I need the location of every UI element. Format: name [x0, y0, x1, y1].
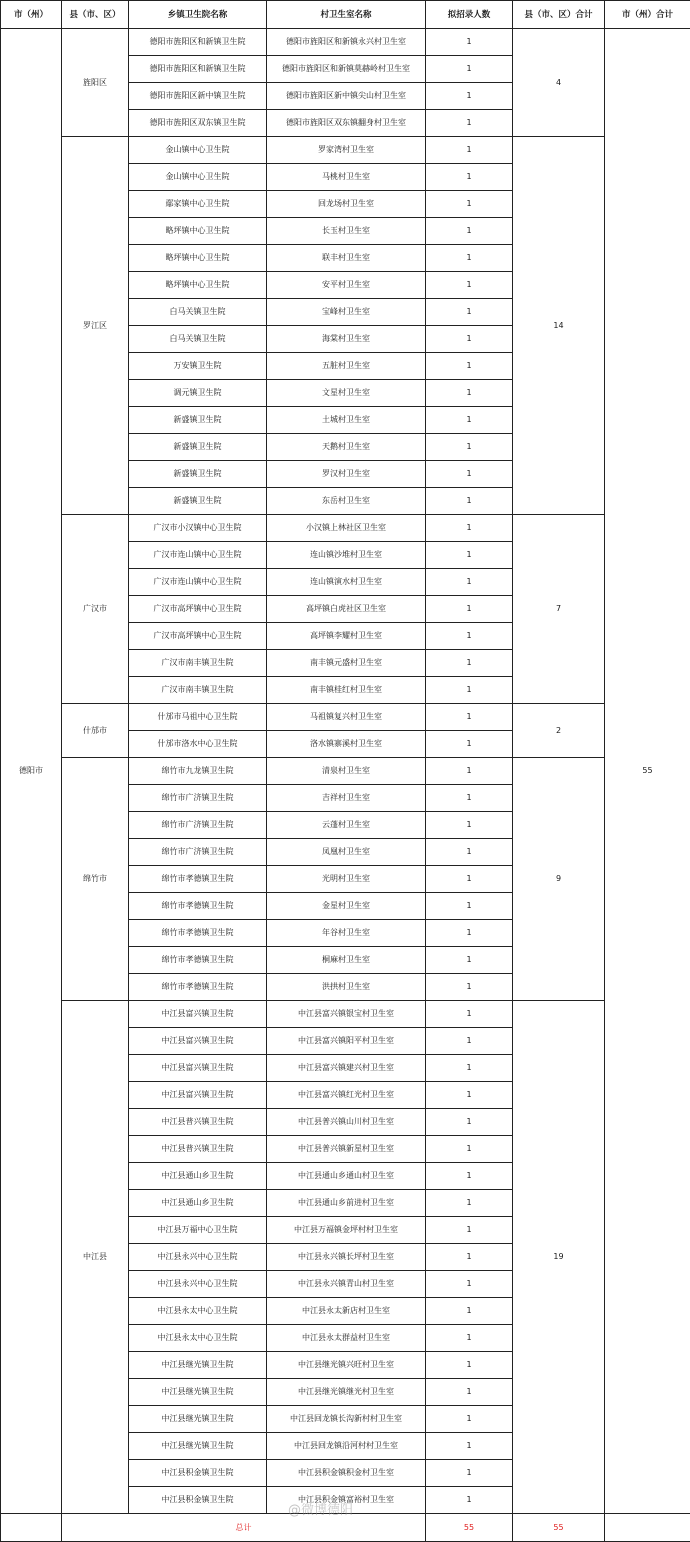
clinic-cell: 光明村卫生室 [267, 866, 426, 893]
hospital-cell: 什邡市洛水中心卫生院 [129, 731, 267, 758]
clinic-cell: 土城村卫生室 [267, 407, 426, 434]
header-hospital: 乡镇卫生院名称 [129, 1, 267, 29]
count-cell: 1 [426, 704, 513, 731]
count-cell: 1 [426, 1136, 513, 1163]
clinic-cell: 中江县继光镇兴旺村卫生室 [267, 1352, 426, 1379]
clinic-cell: 德阳市旌阳区和新镇莫赫岭村卫生室 [267, 56, 426, 83]
clinic-cell: 洪拱村卫生室 [267, 974, 426, 1001]
city-total-cell: 55 [605, 29, 690, 1514]
count-cell: 1 [426, 1298, 513, 1325]
clinic-cell: 中江县积金镇富裕村卫生室 [267, 1487, 426, 1514]
count-cell: 1 [426, 677, 513, 704]
count-cell: 1 [426, 1028, 513, 1055]
clinic-cell: 宝峰村卫生室 [267, 299, 426, 326]
count-cell: 1 [426, 461, 513, 488]
hospital-cell: 绵竹市孝德镇卫生院 [129, 974, 267, 1001]
hospital-cell: 新盛镇卫生院 [129, 434, 267, 461]
count-cell: 1 [426, 434, 513, 461]
clinic-cell: 中江县回龙镇长沟新村村卫生室 [267, 1406, 426, 1433]
hospital-cell: 什邡市马祖中心卫生院 [129, 704, 267, 731]
hospital-cell: 绵竹市广济镇卫生院 [129, 785, 267, 812]
clinic-cell: 中江县永兴镇青山村卫生室 [267, 1271, 426, 1298]
header-county-total: 县（市、区）合计 [513, 1, 605, 29]
hospital-cell: 广汉市连山镇中心卫生院 [129, 569, 267, 596]
total-label: 总计 [62, 1514, 426, 1542]
count-cell: 1 [426, 920, 513, 947]
hospital-cell: 中江县富兴镇卫生院 [129, 1082, 267, 1109]
count-cell: 1 [426, 542, 513, 569]
clinic-cell: 中江县富兴镇红光村卫生室 [267, 1082, 426, 1109]
clinic-cell: 小汉镇上林社区卫生室 [267, 515, 426, 542]
header-count: 拟招录人数 [426, 1, 513, 29]
table-row [1, 29, 690, 56]
count-cell: 1 [426, 515, 513, 542]
count-cell: 1 [426, 407, 513, 434]
hospital-cell: 中江县积金镇卫生院 [129, 1487, 267, 1514]
count-cell: 1 [426, 866, 513, 893]
county-total-cell: 4 [513, 29, 605, 137]
count-cell: 1 [426, 974, 513, 1001]
clinic-cell: 中江县继光镇继光村卫生室 [267, 1379, 426, 1406]
clinic-cell: 中江县普兴镇新星村卫生室 [267, 1136, 426, 1163]
hospital-cell: 新盛镇卫生院 [129, 407, 267, 434]
count-cell: 1 [426, 1379, 513, 1406]
clinic-cell: 罗家湾村卫生室 [267, 137, 426, 164]
count-cell: 1 [426, 650, 513, 677]
clinic-cell: 中江县积金镇积金村卫生室 [267, 1460, 426, 1487]
count-cell: 1 [426, 83, 513, 110]
count-cell: 1 [426, 1244, 513, 1271]
count-cell: 1 [426, 218, 513, 245]
county-cell: 罗江区 [62, 137, 129, 515]
hospital-cell: 绵竹市孝德镇卫生院 [129, 947, 267, 974]
count-cell: 1 [426, 569, 513, 596]
clinic-cell: 长玉村卫生室 [267, 218, 426, 245]
clinic-cell: 云蓬村卫生室 [267, 812, 426, 839]
clinic-cell: 连山镇沙堆村卫生室 [267, 542, 426, 569]
clinic-cell: 中江县回龙镇沿河村村卫生室 [267, 1433, 426, 1460]
hospital-cell: 德阳市旌阳区和新镇卫生院 [129, 56, 267, 83]
clinic-cell: 南丰镇桂红村卫生室 [267, 677, 426, 704]
clinic-cell: 中江县永太群益村卫生室 [267, 1325, 426, 1352]
count-cell: 1 [426, 1217, 513, 1244]
clinic-cell: 德阳市旌阳区双东镇翻身村卫生室 [267, 110, 426, 137]
hospital-cell: 中江县通山乡卫生院 [129, 1163, 267, 1190]
count-cell: 1 [426, 731, 513, 758]
hospital-cell: 中江县富兴镇卫生院 [129, 1028, 267, 1055]
hospital-cell: 中江县永兴中心卫生院 [129, 1244, 267, 1271]
clinic-cell: 中江县富兴镇阳平村卫生室 [267, 1028, 426, 1055]
total-city-empty [605, 1514, 690, 1542]
hospital-cell: 绵竹市九龙镇卫生院 [129, 758, 267, 785]
count-cell: 1 [426, 353, 513, 380]
clinic-cell: 马桃村卫生室 [267, 164, 426, 191]
count-cell: 1 [426, 1190, 513, 1217]
clinic-cell: 中江县普兴镇山川村卫生室 [267, 1109, 426, 1136]
hospital-cell: 绵竹市孝德镇卫生院 [129, 866, 267, 893]
count-cell: 1 [426, 1082, 513, 1109]
hospital-cell: 中江县继光镇卫生院 [129, 1379, 267, 1406]
hospital-cell: 中江县普兴镇卫生院 [129, 1136, 267, 1163]
clinic-cell: 中江县通山乡通山村卫生室 [267, 1163, 426, 1190]
county-total-cell: 7 [513, 515, 605, 704]
count-cell: 1 [426, 893, 513, 920]
hospital-cell: 金山镇中心卫生院 [129, 137, 267, 164]
clinic-cell: 回龙场村卫生室 [267, 191, 426, 218]
table-body [1, 29, 690, 1514]
hospital-cell: 绵竹市孝德镇卫生院 [129, 893, 267, 920]
county-cell: 广汉市 [62, 515, 129, 704]
count-cell: 1 [426, 245, 513, 272]
clinic-cell: 高坪镇李耀村卫生室 [267, 623, 426, 650]
table-row [1, 137, 690, 164]
table-row [1, 704, 690, 731]
count-cell: 1 [426, 272, 513, 299]
county-cell: 旌阳区 [62, 29, 129, 137]
table-row [1, 515, 690, 542]
hospital-cell: 中江县永兴中心卫生院 [129, 1271, 267, 1298]
clinic-cell: 南丰镇元盛村卫生室 [267, 650, 426, 677]
header-row [1, 1, 690, 29]
clinic-cell: 东岳村卫生室 [267, 488, 426, 515]
hospital-cell: 广汉市小汉镇中心卫生院 [129, 515, 267, 542]
clinic-cell: 连山镇演水村卫生室 [267, 569, 426, 596]
county-total-cell: 19 [513, 1001, 605, 1514]
clinic-cell: 中江县万福镇金坪村村卫生室 [267, 1217, 426, 1244]
city-cell: 德阳市 [1, 29, 62, 1514]
clinic-cell: 金星村卫生室 [267, 893, 426, 920]
clinic-cell: 联丰村卫生室 [267, 245, 426, 272]
county-total-cell: 2 [513, 704, 605, 758]
clinic-cell: 海棠村卫生室 [267, 326, 426, 353]
hospital-cell: 广汉市高坪镇中心卫生院 [129, 596, 267, 623]
count-cell: 1 [426, 488, 513, 515]
total-empty-cell [1, 1514, 62, 1542]
clinic-cell: 高坪镇白虎社区卫生室 [267, 596, 426, 623]
count-cell: 1 [426, 785, 513, 812]
hospital-cell: 广汉市高坪镇中心卫生院 [129, 623, 267, 650]
count-cell: 1 [426, 1109, 513, 1136]
clinic-cell: 马祖镇复兴村卫生室 [267, 704, 426, 731]
hospital-cell: 白马关镇卫生院 [129, 326, 267, 353]
count-cell: 1 [426, 1433, 513, 1460]
count-cell: 1 [426, 326, 513, 353]
clinic-cell: 五脏村卫生室 [267, 353, 426, 380]
hospital-cell: 金山镇中心卫生院 [129, 164, 267, 191]
hospital-cell: 绵竹市广济镇卫生院 [129, 839, 267, 866]
hospital-cell: 中江县万福中心卫生院 [129, 1217, 267, 1244]
hospital-cell: 略坪镇中心卫生院 [129, 245, 267, 272]
hospital-cell: 中江县永太中心卫生院 [129, 1325, 267, 1352]
header-county: 县（市、区） [62, 1, 129, 29]
count-cell: 1 [426, 1325, 513, 1352]
total-county-sum: 55 [513, 1514, 605, 1542]
count-cell: 1 [426, 1487, 513, 1514]
count-cell: 1 [426, 380, 513, 407]
hospital-cell: 鄢家镇中心卫生院 [129, 191, 267, 218]
clinic-cell: 洛水镇寨溪村卫生室 [267, 731, 426, 758]
count-cell: 1 [426, 137, 513, 164]
count-cell: 1 [426, 947, 513, 974]
hospital-cell: 中江县富兴镇卫生院 [129, 1055, 267, 1082]
hospital-cell: 广汉市南丰镇卫生院 [129, 650, 267, 677]
clinic-cell: 中江县永太新店村卫生室 [267, 1298, 426, 1325]
hospital-cell: 广汉市连山镇中心卫生院 [129, 542, 267, 569]
count-cell: 1 [426, 29, 513, 56]
hospital-cell: 新盛镇卫生院 [129, 488, 267, 515]
table-row [1, 1001, 690, 1028]
header-city-total: 市（州）合计 [605, 1, 690, 29]
clinic-cell: 德阳市旌阳区和新镇永兴村卫生室 [267, 29, 426, 56]
hospital-cell: 中江县永太中心卫生院 [129, 1298, 267, 1325]
hospital-cell: 中江县普兴镇卫生院 [129, 1109, 267, 1136]
hospital-cell: 德阳市旌阳区新中镇卫生院 [129, 83, 267, 110]
clinic-cell: 凤凰村卫生室 [267, 839, 426, 866]
hospital-cell: 绵竹市孝德镇卫生院 [129, 920, 267, 947]
clinic-cell: 中江县富兴镇银宝村卫生室 [267, 1001, 426, 1028]
clinic-cell: 罗汉村卫生室 [267, 461, 426, 488]
hospital-cell: 调元镇卫生院 [129, 380, 267, 407]
county-cell: 绵竹市 [62, 758, 129, 1001]
count-cell: 1 [426, 1163, 513, 1190]
clinic-cell: 中江县富兴镇建兴村卫生室 [267, 1055, 426, 1082]
hospital-cell: 中江县继光镇卫生院 [129, 1406, 267, 1433]
header-city: 市（州） [1, 1, 62, 29]
hospital-cell: 中江县通山乡卫生院 [129, 1190, 267, 1217]
table-row [1, 758, 690, 785]
clinic-cell: 德阳市旌阳区新中镇尖山村卫生室 [267, 83, 426, 110]
count-cell: 1 [426, 839, 513, 866]
county-total-cell: 14 [513, 137, 605, 515]
count-cell: 1 [426, 1001, 513, 1028]
weibo-watermark: @微博德阳 [288, 1499, 408, 1521]
hospital-cell: 略坪镇中心卫生院 [129, 272, 267, 299]
clinic-cell: 文星村卫生室 [267, 380, 426, 407]
count-cell: 1 [426, 299, 513, 326]
hospital-cell: 德阳市旌阳区和新镇卫生院 [129, 29, 267, 56]
count-cell: 1 [426, 1352, 513, 1379]
hospital-cell: 新盛镇卫生院 [129, 461, 267, 488]
count-cell: 1 [426, 596, 513, 623]
hospital-cell: 广汉市南丰镇卫生院 [129, 677, 267, 704]
count-cell: 1 [426, 623, 513, 650]
hospital-cell: 白马关镇卫生院 [129, 299, 267, 326]
hospital-cell: 中江县积金镇卫生院 [129, 1460, 267, 1487]
clinic-cell: 吉祥村卫生室 [267, 785, 426, 812]
clinic-cell: 桐麻村卫生室 [267, 947, 426, 974]
clinic-cell: 清泉村卫生室 [267, 758, 426, 785]
clinic-cell: 中江县通山乡前进村卫生室 [267, 1190, 426, 1217]
hospital-cell: 中江县继光镇卫生院 [129, 1352, 267, 1379]
county-cell: 中江县 [62, 1001, 129, 1514]
clinic-cell: 天鹅村卫生室 [267, 434, 426, 461]
clinic-cell: 年谷村卫生室 [267, 920, 426, 947]
county-total-cell: 9 [513, 758, 605, 1001]
total-count: 55 [426, 1514, 513, 1542]
hospital-cell: 中江县富兴镇卫生院 [129, 1001, 267, 1028]
count-cell: 1 [426, 1055, 513, 1082]
count-cell: 1 [426, 164, 513, 191]
county-cell: 什邡市 [62, 704, 129, 758]
hospital-cell: 中江县继光镇卫生院 [129, 1433, 267, 1460]
count-cell: 1 [426, 1406, 513, 1433]
count-cell: 1 [426, 110, 513, 137]
hospital-cell: 万安镇卫生院 [129, 353, 267, 380]
count-cell: 1 [426, 1460, 513, 1487]
count-cell: 1 [426, 758, 513, 785]
count-cell: 1 [426, 56, 513, 83]
count-cell: 1 [426, 1271, 513, 1298]
clinic-cell: 安平村卫生室 [267, 272, 426, 299]
hospital-cell: 略坪镇中心卫生院 [129, 218, 267, 245]
hospital-cell: 绵竹市广济镇卫生院 [129, 812, 267, 839]
count-cell: 1 [426, 812, 513, 839]
count-cell: 1 [426, 191, 513, 218]
clinic-cell: 中江县永兴镇长坪村卫生室 [267, 1244, 426, 1271]
header-clinic: 村卫生室名称 [267, 1, 426, 29]
hospital-cell: 德阳市旌阳区双东镇卫生院 [129, 110, 267, 137]
